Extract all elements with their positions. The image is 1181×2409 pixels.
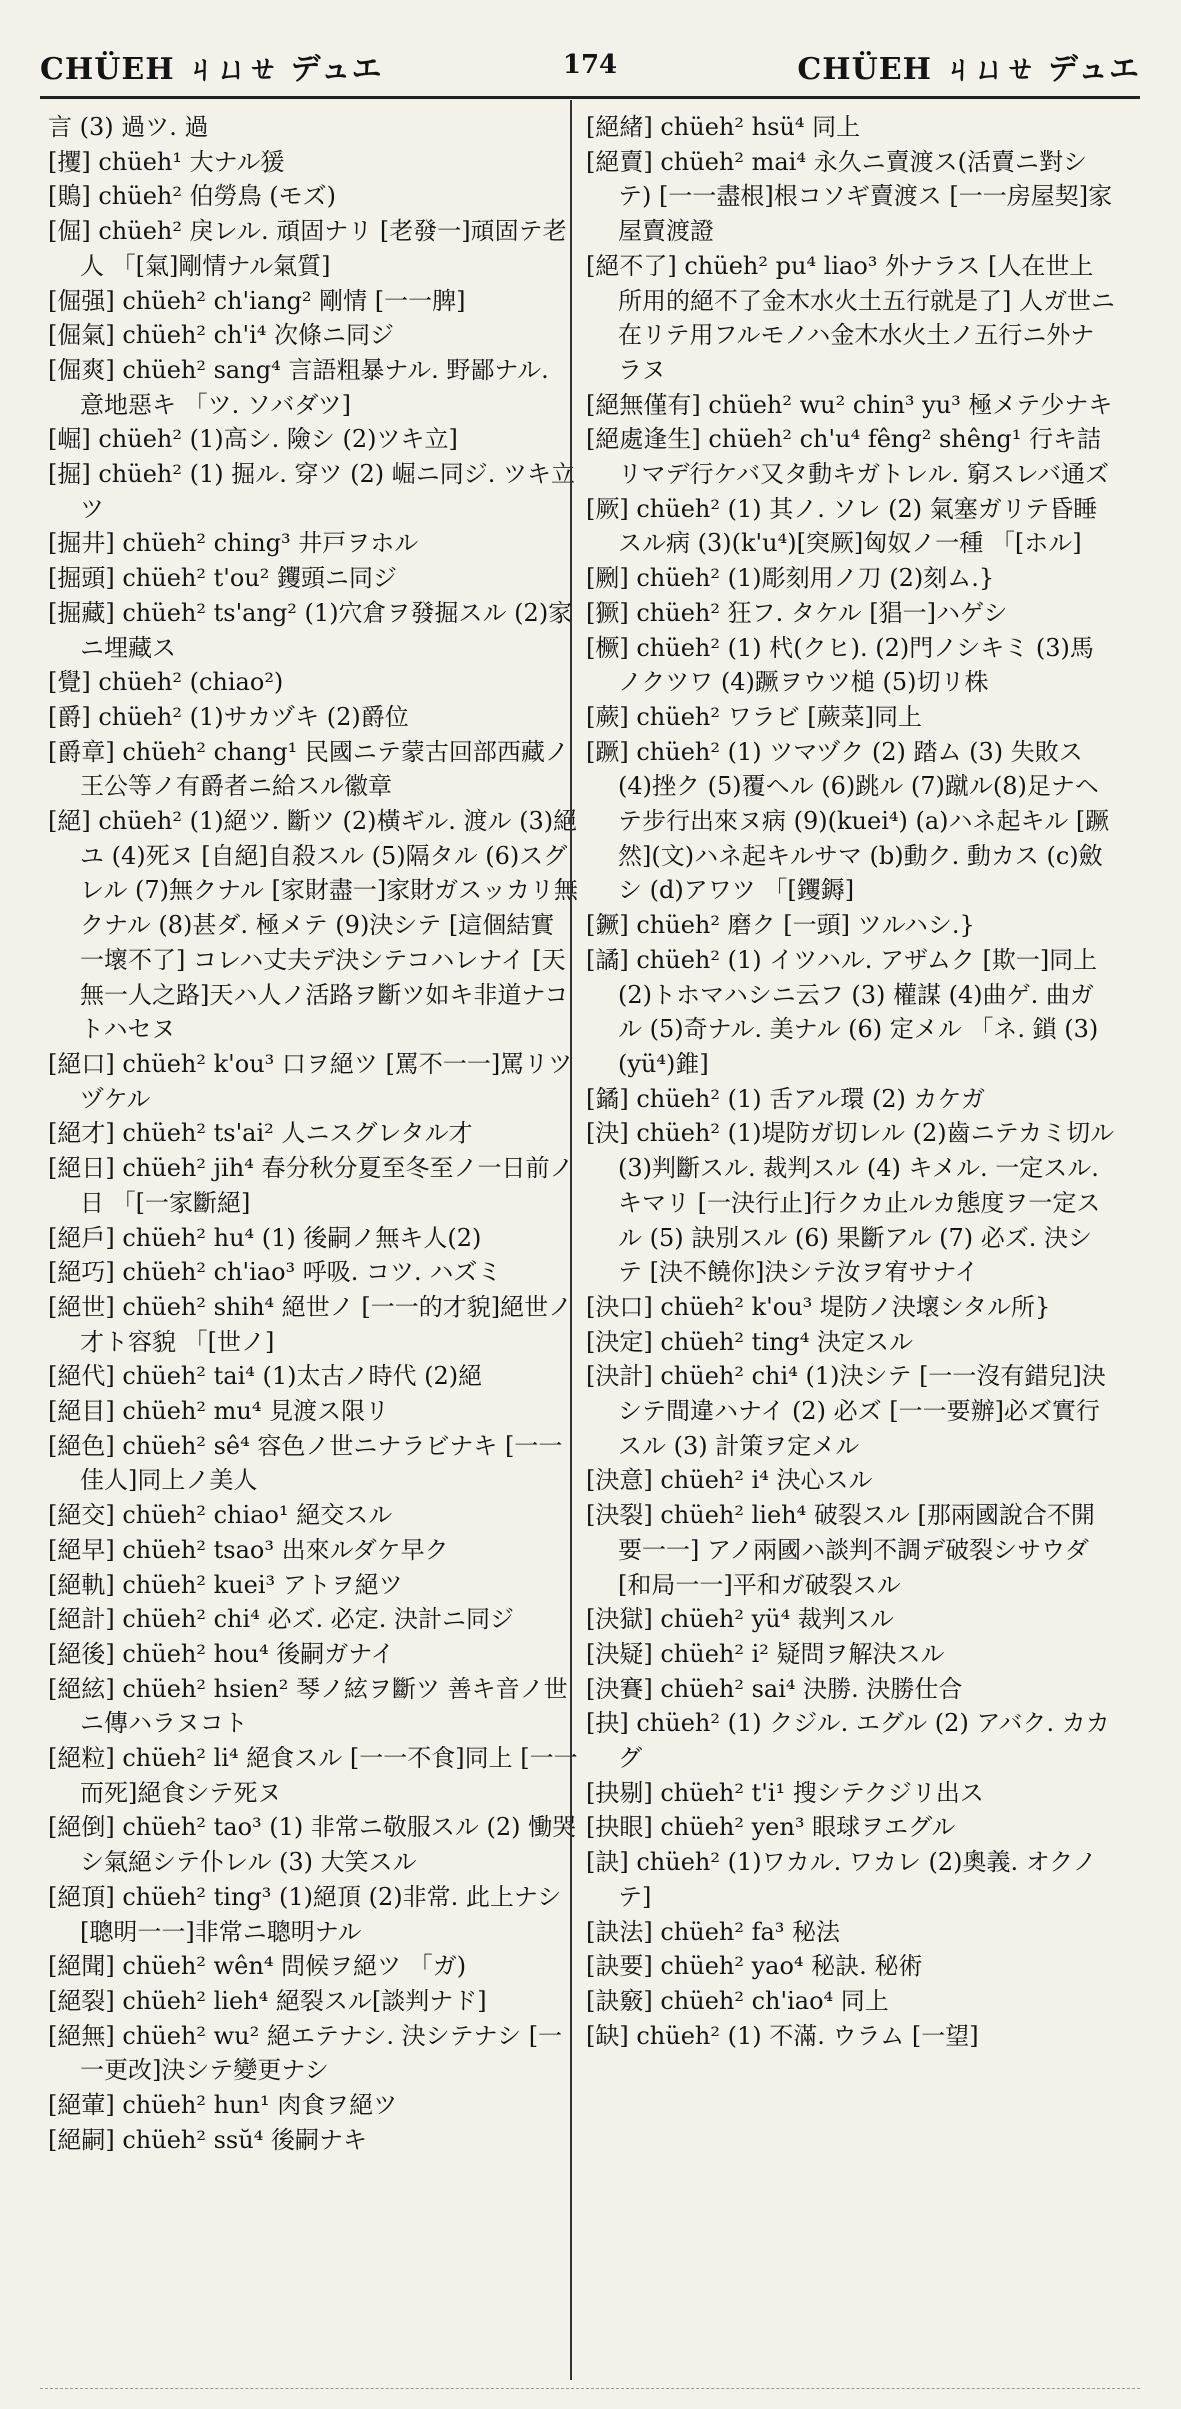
left-column [48,110,578,2157]
dictionary-entry: [絕粒] chüeh² li⁴ 絕食スル [一一不食]同上 [一一而死]絕食シテ死ヌ [48,1744,578,1807]
dictionary-entry: [蹶] chüeh² (1) ツマヅク (2) 踏ム (3) 失敗ス (4)挫ク (5)覆ヘル (6)跳ル (7)蹴ル(8)足ナヘテ步行出來ヌ病 (9)(kuei⁴) (a)ハネ起キル [蹶然](文)ハネ起キルサマ (b)動ク. 動カス (c)斂シ (d)アワツ 「[钁鎒] [586,737,1110,905]
running-head-right: CHÜEH ㄐㄩㄝ デュエ [797,52,1140,87]
dictionary-entry: [訣要] chüeh² yao⁴ 秘訣. 秘術 [586,1952,923,1981]
dictionary-entry: [絕頂] chüeh² ting³ (1)絕頂 (2)非常. 此上ナシ [聰明一一]非常ニ聰明ナル [48,1882,562,1946]
dictionary-entry: [倔强] chüeh² ch'iang² 剛情 [一一脾] [48,286,466,315]
dictionary-entry: [掘藏] chüeh² ts'ang² (1)穴倉ヲ發掘スル (2)家ニ埋藏ス [48,598,573,662]
dictionary-entry: [絕處逢生] chüeh² ch'u⁴ fêng² shêng¹ 行キ詰リマデ行ケバ又タ動キガトレル. 窮スレバ通ズ [586,425,1110,489]
dictionary-entry: [抉眼] chüeh² yen³ 眼球ヲエグル [586,1813,956,1842]
dictionary-entry: [覺] chüeh² (chiao²) [48,668,284,697]
dictionary-entry: [鐝] chüeh² 磨ク [一頭] ツルハシ.} [586,911,975,940]
dictionary-entry: [蕨] chüeh² ワラビ [蕨菜]同上 [586,702,922,731]
dictionary-entry: [絕緒] chüeh² hsü⁴ 同上 [586,113,861,141]
dictionary-entry: [絕] chüeh² (1)絕ツ. 斷ツ (2)橫ギル. 渡ル (3)絕ユ (4)死ヌ [自絕]自殺スル (5)隔タル (6)スグレル (7)無クナル [家財盡一]家財ガスッカリ無クナル (8)甚ダ. 極メテ (9)決シテ [這個結實一壞不了] コレハ丈夫デ決シテコハレナイ [天無一人之路]天ハ人ノ活路ヲ斷ツ如キ非道ナコトハセヌ [48,807,578,1044]
dictionary-entry: [絕戶] chüeh² hu⁴ (1) 後嗣ノ無キ人(2) [48,1223,482,1252]
dictionary-entry: [決意] chüeh² i⁴ 決心スル [586,1466,873,1495]
column-divider [570,100,572,2380]
dictionary-entry: [絕才] chüeh² ts'ai² 人ニスグレタル才 [48,1119,473,1148]
dictionary-entry: [爵] chüeh² (1)サカヅキ (2)爵位 [48,702,409,731]
header-rule [40,96,1140,99]
dictionary-entry: [獗] chüeh² 狂フ. タケル [猖一]ハゲシ [586,598,1008,627]
dictionary-entry: [鵙] chüeh² 伯勞鳥 (モズ) [48,182,336,211]
dictionary-entry: [倔] chüeh² 戾レル. 頑固ナリ [老發一]頑固テ老人 「[氣]剛情ナル氣質] [48,217,567,280]
dictionary-entry: [決疑] chüeh² i² 疑問ヲ解決スル [586,1639,945,1668]
dictionary-entry: [絕代] chüeh² tai⁴ (1)太古ノ時代 (2)絕 [48,1362,483,1391]
dictionary-entry: [決賽] chüeh² sai⁴ 決勝. 決勝仕合 [586,1674,963,1703]
dictionary-entry: [絕後] chüeh² hou⁴ 後嗣ガナイ [48,1639,395,1668]
dictionary-entry: [訣法] chüeh² fa³ 秘法 [586,1917,841,1946]
dictionary-entry: [訣竅] chüeh² ch'iao⁴ 同上 [586,1986,889,2015]
page-header [40,44,1140,104]
dictionary-entry: [訣] chüeh² (1)ワカル. ワカレ (2)奧義. オクノテ] [586,1848,1097,1911]
dictionary-entry: [決獄] chüeh² yü⁴ 裁判スル [586,1605,894,1634]
dictionary-entry: [攫] chüeh¹ 大ナル猨 [48,147,285,176]
dictionary-entry: [掘井] chüeh² ching³ 井戸ヲホル [48,529,419,558]
dictionary-entry: [絕賣] chüeh² mai⁴ 永久ニ賣渡ス(活賣ニ對シテ) [一一盡根]根コソギ賣渡ス [一一房屋契]家屋賣渡證 [586,147,1113,246]
right-column [586,110,1116,2053]
dictionary-entry: 言 (3) 過ツ. 過 [48,113,209,141]
dictionary-entry: [絕日] chüeh² jih⁴ 春分秋分夏至冬至ノ一日前ノ日 「[一家斷絕] [48,1154,574,1217]
dictionary-entry: [絕巧] chüeh² ch'iao³ 呼吸. コツ. ハズミ [48,1258,502,1287]
dictionary-entry: [橛] chüeh² (1) 杙(クヒ). (2)門ノシキミ (3)馬ノクツワ (4)蹶ヲウツ槌 (5)切リ株 [586,633,1094,697]
dictionary-entry: [絕目] chüeh² mu⁴ 見渡ス限リ [48,1397,390,1426]
dictionary-entry: [絕絃] chüeh² hsien² 琴ノ絃ヲ斷ツ 善キ音ノ世ニ傳ハラヌコト [48,1674,568,1738]
running-head-left: CHÜEH ㄐㄩㄝ デュエ [40,52,383,87]
dictionary-entry: [決計] chüeh² chi⁴ (1)決シテ [一一沒有錯兒]決シテ間違ハナイ (2) 必ズ [一一要辦]必ズ實行スル (3) 計策ヲ定メル [586,1362,1106,1460]
dictionary-entry: [倔氣] chüeh² ch'i⁴ 次條ニ同ジ [48,321,395,350]
dictionary-entry: [絕聞] chüeh² wên⁴ 問候ヲ絕ツ 「ガ) [48,1952,467,1981]
dictionary-entry: [絕倒] chüeh² tao³ (1) 非常ニ敬服スル (2) 慟哭シ氣絕シテ仆レル (3) 大笑スル [48,1813,577,1877]
dictionary-entry: [抉] chüeh² (1) クジル. エグル (2) アバク. カカグ [586,1709,1110,1773]
dictionary-entry: [崛] chüeh² (1)高シ. 險シ (2)ツキ立] [48,425,458,454]
dictionary-entry: [劂] chüeh² (1)彫刻用ノ刀 (2)刻ム.} [586,564,995,593]
page-bottom-edge [40,2388,1140,2389]
dictionary-entry: [譎] chüeh² (1) イツハル. アザムク [欺一]同上 (2)トホマハシニ云フ (3) 權謀 (4)曲ゲ. 曲ガル (5)奇ナル. 美ナル (6) 定メル 「ネ. 鎖 (3)(yü⁴)錐] [586,945,1099,1078]
dictionary-entry: [掘頭] chüeh² t'ou² 钁頭ニ同ジ [48,564,398,593]
dictionary-entry: [絕口] chüeh² k'ou³ 口ヲ絕ツ [罵不一一]罵リツヅケル [48,1049,573,1113]
dictionary-entry: [絕交] chüeh² chiao¹ 絕交スル [48,1501,393,1530]
page-number: 174 [562,50,618,80]
dictionary-entry: [絕嗣] chüeh² ssŭ⁴ 後嗣ナキ [48,2125,367,2154]
dictionary-entry: [爵章] chüeh² chang¹ 民國ニテ蒙古回部西藏ノ王公等ノ有爵者ニ給スル徽章 [48,737,569,801]
dictionary-entry: [絕世] chüeh² shih⁴ 絕世ノ [一一的才貌]絕世ノ才ト容貌 「[世ノ] [48,1292,573,1356]
dictionary-entry: [絕計] chüeh² chi⁴ 必ズ. 必定. 決計ニ同ジ [48,1605,514,1634]
dictionary-entry: [絕無] chüeh² wu² 絕エテナシ. 決シテナシ [一一更改]決シテ變更ナシ [48,2021,563,2085]
dictionary-entry: [決定] chüeh² ting⁴ 決定スル [586,1327,914,1356]
dictionary-entry: [決] chüeh² (1)堤防ガ切レル (2)齒ニテカミ切ル (3)判斷スル. 裁判スル (4) キメル. 一定スル. キマリ [一決行止]行クカ止ルカ態度ヲ一定スル (5) 訣別スル (6) 果斷アル (7) 必ズ. 決シテ [決不饒你]決シテ汝ヲ宥サナイ [586,1119,1115,1287]
dictionary-entry: [倔爽] chüeh² sang⁴ 言語粗暴ナル. 野鄙ナル. 意地惡キ 「ツ. ソバダツ] [48,355,549,419]
dictionary-entry: [絕葷] chüeh² hun¹ 肉食ヲ絕ツ [48,2091,398,2120]
dictionary-entry: [絕色] chüeh² sê⁴ 容色ノ世ニナラビナキ [一一佳人]同上ノ美人 [48,1431,563,1495]
dictionary-entry: [絕無僅有] chüeh² wu² chin³ yu³ 極メテ少ナキ [586,390,1113,419]
dictionary-entry: [鐍] chüeh² (1) 舌アル環 (2) カケガ [586,1084,986,1113]
dictionary-entry: [絕不了] chüeh² pu⁴ liao³ 外ナラス [人在世上所用的絕不了金木水火土五行就是了] 人ガ世ニ在リテ用フルモノハ金木水火土ノ五行ニ外ナラヌ [586,251,1115,384]
dictionary-entry: [決裂] chüeh² lieh⁴ 破裂スル [那兩國說合不開要一一] アノ兩國ハ談判不調デ破裂シサウダ [和局一一]平和ガ破裂スル [586,1501,1095,1599]
dictionary-entry: [厥] chüeh² (1) 其ノ. ソレ (2) 氣塞ガリテ昏睡スル病 (3)(k'u⁴)[突厥]匈奴ノ一種 「[ホル] [586,494,1098,558]
dictionary-entry: [缺] chüeh² (1) 不滿. ウラム [一望] [586,2021,979,2050]
dictionary-entry: [抉剔] chüeh² t'i¹ 搜シテクジリ出ス [586,1778,984,1807]
dictionary-entry: [絕裂] chüeh² lieh⁴ 絕裂スル[談判ナド] [48,1986,487,2015]
dictionary-entry: [絕早] chüeh² tsao³ 出來ルダケ早ク [48,1535,449,1564]
dictionary-entry: [決口] chüeh² k'ou³ 堤防ノ決壞シタル所} [586,1292,1051,1321]
dictionary-entry: [絕軌] chüeh² kuei³ アトヲ絕ツ [48,1570,403,1599]
dictionary-entry: [掘] chüeh² (1) 掘ル. 穿ツ (2) 崛ニ同ジ. ツキ立ツ [48,460,576,523]
